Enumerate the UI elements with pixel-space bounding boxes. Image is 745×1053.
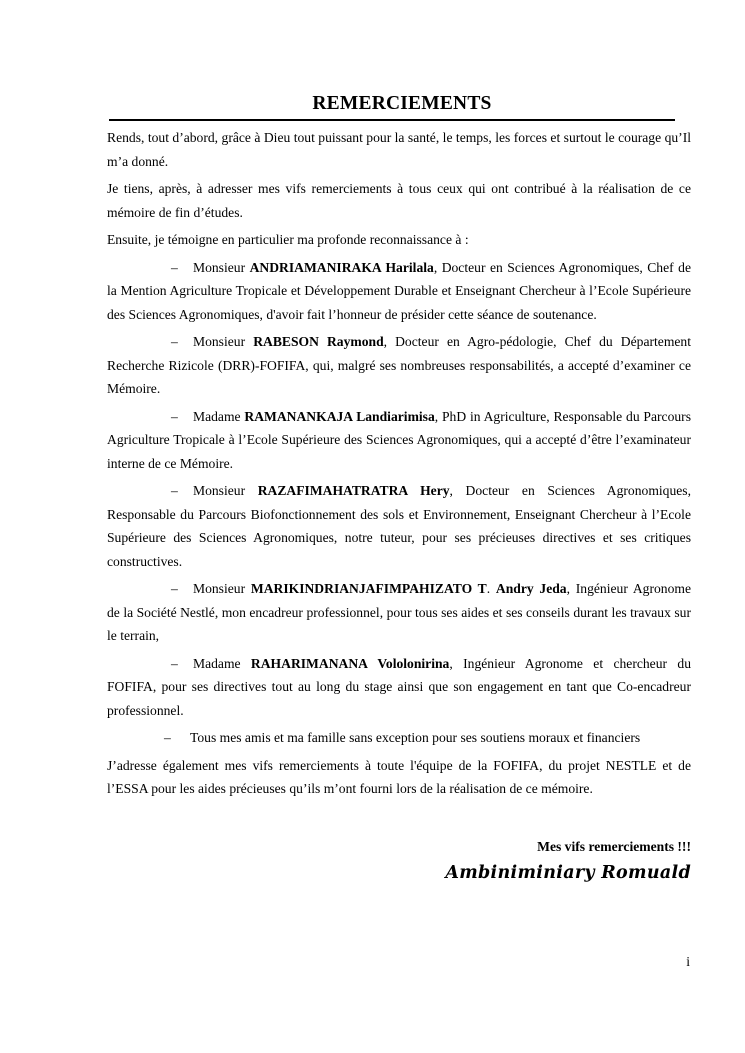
dash-bullet: –: [171, 408, 178, 424]
acknowledgement-item: [107, 479, 691, 573]
person-description: , Docteur en Agro-pédologie, Chef du Département Recherche Rizicole (DRR)-FOFIFA, qui, malgré ses nombreuses responsabilités, a accepté d’examiner ce Mémoire.: [107, 334, 691, 396]
dash-bullet: –: [171, 483, 178, 498]
person-name: ANDRIAMANIRAKA Harilala: [249, 259, 434, 275]
acknowledgement-item: [107, 577, 691, 648]
signature: Ambiniminiary Romuald: [445, 862, 691, 883]
person-description: , Ingénieur Agronome de la Société Nestlé, mon encadreur professionnel, pour tous ses aides et ses conseils durant les travaux sur le terrain,: [107, 581, 691, 643]
title-underline: [109, 119, 675, 121]
intro-paragraph-3: Ensuite, je témoigne en particulier ma profonde reconnaissance à :: [107, 232, 469, 247]
person-description: , PhD in Agriculture, Responsable du Parcours Agriculture Tropicale à l’Ecole Supérieure des Sciences Agronomiques, qui a accepté d’être l’examinateur interne de ce Mémoire.: [107, 408, 691, 471]
name-separator: .: [486, 581, 496, 596]
family-text: Tous mes amis et ma famille sans exception pour ses soutiens moraux et financiers: [190, 730, 641, 745]
person-title: Monsieur: [193, 334, 246, 349]
dash-bullet: –: [164, 730, 171, 745]
intro-paragraph-1: Rends, tout d’abord, grâce à Dieu tout puissant pour la santé, le temps, les forces et surtout le courage qu’Il m’a donné.: [107, 130, 691, 169]
person-name: RAHARIMANANA Vololonirina: [250, 655, 450, 671]
person-name: RABESON Raymond: [253, 334, 384, 349]
acknowledgement-item: [107, 405, 691, 476]
outro-paragraph: J’adresse également mes vifs remerciements à toute l'équipe de la FOFIFA, du projet NESTLE et de l’ESSA pour les aides précieuses qu’ils m’ont fourni lors de la réalisation de ce mémoire.: [107, 757, 691, 796]
dash-bullet: –: [171, 581, 178, 596]
dash-bullet: –: [171, 259, 178, 275]
dash-bullet: –: [171, 655, 178, 671]
person-title: Madame: [193, 655, 241, 671]
acknowledgement-item: [107, 330, 691, 401]
page-title: REMERCIEMENTS: [312, 93, 492, 114]
document-page: [107, 92, 691, 886]
acknowledgement-item-family: [107, 726, 691, 750]
intro-paragraph-2: Je tiens, après, à adresser mes vifs remerciements à tous ceux qui ont contribué à la réalisation de ce mémoire de fin d’études.: [107, 181, 691, 220]
closing-line: Mes vifs remerciements !!!: [537, 838, 691, 854]
person-title: Madame: [193, 408, 241, 424]
person-name-part-2: Andry Jeda: [495, 581, 567, 596]
person-description: , Docteur en Sciences Agronomiques, Chef de la Mention Agriculture Tropicale et Développement Durable et Enseignant Chercheur à l’Ecole Supérieure des Sciences Agronomiques, d'avoir fait l’honneur de présider cette séance de soutenance.: [107, 259, 691, 322]
person-name: RAMANANKAJA Landiarimisa: [244, 408, 435, 424]
person-name: MARIKINDRIANJAFIMPAHIZATO T: [250, 581, 487, 596]
acknowledgement-item: [107, 652, 691, 723]
page-number: i: [686, 954, 690, 969]
person-name: RAZAFIMAHATRATRA Hery: [257, 483, 450, 498]
person-title: Monsieur: [193, 483, 246, 498]
person-title: Monsieur: [193, 581, 246, 596]
person-description: , Ingénieur Agronome et chercheur du FOFIFA, pour ses directives tout au long du stage ainsi que son engagement en tant que Co-encadreur professionnel.: [107, 655, 691, 718]
person-description: , Docteur en Sciences Agronomiques, Responsable du Parcours Biofonctionnement des sols et Environnement, Enseignant Chercheur à l’Ecole Supérieure des Sciences Agronomiques, notre tuteur, pour ses précieuses directives et ses critiques constructives.: [107, 483, 691, 569]
person-title: Monsieur: [193, 259, 246, 275]
dash-bullet: –: [171, 334, 178, 349]
acknowledgement-item: [107, 256, 691, 327]
